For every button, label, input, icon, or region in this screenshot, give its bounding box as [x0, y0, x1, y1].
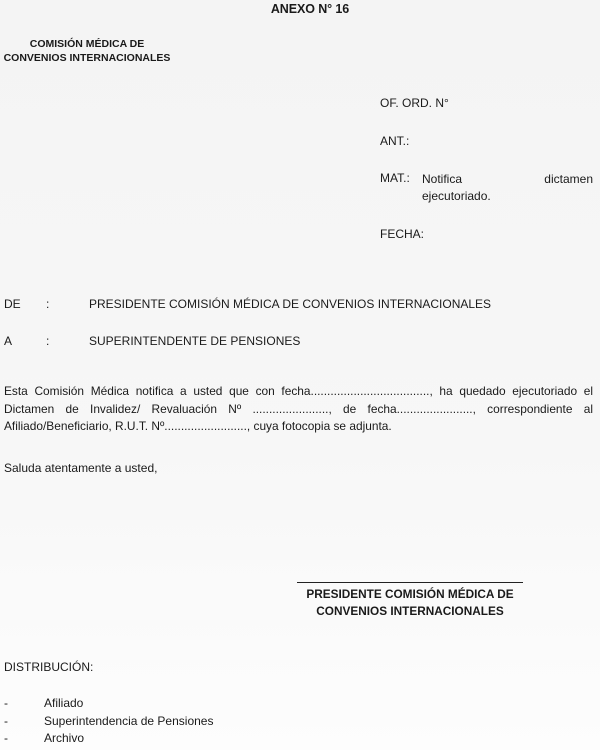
to-value: SUPERINTENDENTE DE PENSIONES [89, 334, 301, 348]
mat-value-line-2: ejecutoriado. [422, 189, 491, 203]
closing-salutation: Saluda atentamente a usted, [4, 461, 158, 475]
signature-line-1: PRESIDENTE COMISIÓN MÉDICA DE [306, 587, 514, 601]
signature-block [297, 586, 523, 620]
distribution-item-label: Afiliado [44, 696, 84, 710]
from-label: DE [4, 297, 21, 311]
bullet-dash: - [4, 696, 8, 710]
organization-line-1: COMISIÓN MÉDICA DE [29, 38, 145, 50]
mat-word-notifica: Notifica [422, 172, 463, 186]
mat-value [422, 171, 593, 205]
body-line-1: Esta Comisión Médica notifica a usted que con fecha...................................., ha quedado ejecutoriado el [4, 384, 593, 398]
of-ord-label: OF. ORD. N° [380, 96, 449, 110]
mat-word-dictamen: dictamen [544, 172, 593, 186]
distribution-item-label: Archivo [44, 731, 85, 745]
signature-line [297, 582, 523, 583]
document-title [0, 2, 600, 16]
body-line-2: Dictamen de Invalidez/ Revaluación Nº ......................., de fecha......................., correspondiente al [4, 401, 593, 416]
distribution-item [4, 695, 213, 713]
distribution-item [4, 713, 213, 731]
body-paragraph [4, 383, 593, 436]
from-colon: : [46, 297, 50, 311]
distribution-list [4, 695, 213, 748]
signature-line-2: CONVENIOS INTERNACIONALES [316, 604, 504, 618]
organization-header [2, 37, 172, 65]
organization-line-2: CONVENIOS INTERNACIONALES [3, 52, 171, 64]
bullet-dash: - [4, 731, 8, 745]
distribution-heading: DISTRIBUCIÓN: [4, 660, 94, 674]
distribution-item-label: Superintendencia de Pensiones [44, 713, 214, 728]
distribution-item [4, 730, 213, 748]
from-value: PRESIDENTE COMISIÓN MÉDICA DE CONVENIOS INTERNACIONALES [89, 297, 492, 311]
body-line-3: Afiliado/Beneficiario, R.U.T. Nº........................., cuya fotocopia se adjunta. [4, 419, 392, 433]
mat-value-line-1 [422, 171, 593, 188]
mat-label: MAT.: [380, 171, 410, 185]
annex-number: ANEXO N° 16 [270, 2, 350, 16]
bullet-dash: - [4, 713, 8, 728]
ant-label: ANT.: [380, 134, 410, 148]
to-label: A [4, 334, 13, 348]
fecha-label: FECHA: [380, 227, 425, 241]
to-colon: : [46, 334, 50, 348]
